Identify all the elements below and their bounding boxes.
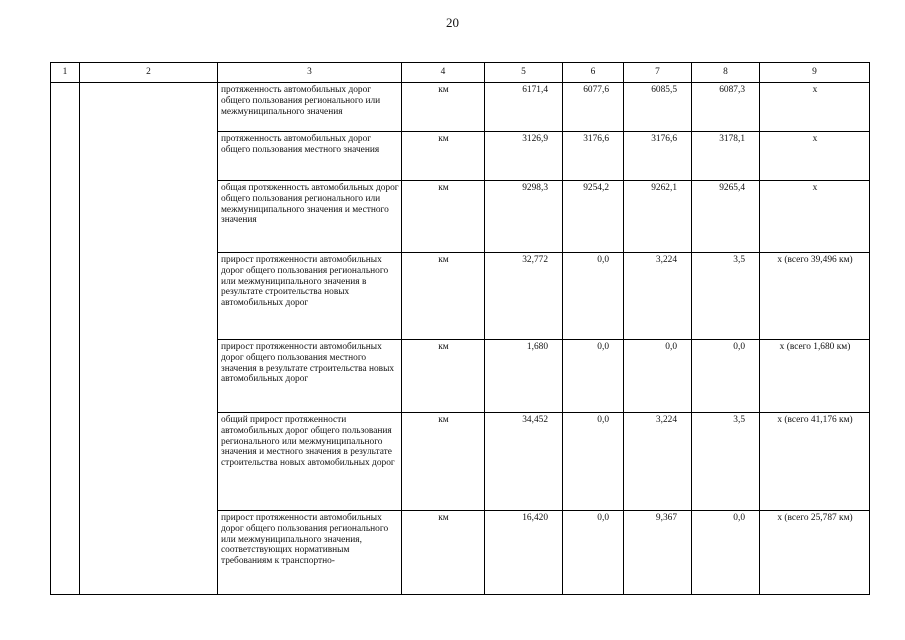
indicator-name-cell: прирост протяженности автомобильных дорог общего пользования регионального или межмуниципального значения, соответствующих нормативным требованиям к транспортно- <box>218 511 402 595</box>
value-cell-5: 3126,9 <box>485 132 563 181</box>
unit-cell: км <box>402 511 485 595</box>
column-header: 1 <box>51 63 80 83</box>
column-header: 7 <box>624 63 692 83</box>
value-cell-6: 3176,6 <box>563 132 624 181</box>
column-header: 8 <box>692 63 760 83</box>
value-cell-8: 0,0 <box>692 511 760 595</box>
value-cell-5: 1,680 <box>485 340 563 413</box>
value-cell-7: 3,224 <box>624 413 692 511</box>
value-cell-5: 9298,3 <box>485 181 563 253</box>
indicator-name-cell: общая протяженность автомобильных дорог общего пользования регионального или межмуниципального значения и местного значения <box>218 181 402 253</box>
value-cell-8: 0,0 <box>692 340 760 413</box>
header-row <box>51 63 870 83</box>
note-cell: х <box>760 132 870 181</box>
column-header: 4 <box>402 63 485 83</box>
unit-cell: км <box>402 413 485 511</box>
unit-cell: км <box>402 83 485 132</box>
indicator-name-cell: протяженность автомобильных дорог общего пользования местного значения <box>218 132 402 181</box>
value-cell-7: 9262,1 <box>624 181 692 253</box>
value-cell-7: 0,0 <box>624 340 692 413</box>
value-cell-8: 9265,4 <box>692 181 760 253</box>
value-cell-7: 3176,6 <box>624 132 692 181</box>
value-cell-6: 0,0 <box>563 511 624 595</box>
column-header: 9 <box>760 63 870 83</box>
value-cell-5: 16,420 <box>485 511 563 595</box>
value-cell-8: 3,5 <box>692 253 760 340</box>
section-cell <box>80 83 218 595</box>
note-cell: х (всего 39,496 км) <box>760 253 870 340</box>
unit-cell: км <box>402 181 485 253</box>
unit-cell: км <box>402 340 485 413</box>
value-cell-5: 32,772 <box>485 253 563 340</box>
value-cell-5: 34,452 <box>485 413 563 511</box>
value-cell-7: 9,367 <box>624 511 692 595</box>
value-cell-7: 6085,5 <box>624 83 692 132</box>
value-cell-8: 6087,3 <box>692 83 760 132</box>
indicator-name-cell: прирост протяженности автомобильных дорог общего пользования регионального или межмуниципального значения в результате строительства новых автомобильных дорог <box>218 253 402 340</box>
note-cell: х (всего 41,176 км) <box>760 413 870 511</box>
indicator-name-cell: протяженность автомобильных дорог общего пользования регионального или межмуниципального значения <box>218 83 402 132</box>
column-header: 2 <box>80 63 218 83</box>
note-cell: х <box>760 83 870 132</box>
value-cell-6: 0,0 <box>563 253 624 340</box>
indicators-table <box>50 62 870 595</box>
indicator-name-cell: общий прирост протяженности автомобильных дорог общего пользования регионального или межмуниципального значения и местного значения в результате строительства новых автомобильных дорог <box>218 413 402 511</box>
unit-cell: км <box>402 132 485 181</box>
page-number: 20 <box>446 15 459 30</box>
unit-cell: км <box>402 253 485 340</box>
column-header: 6 <box>563 63 624 83</box>
value-cell-5: 6171,4 <box>485 83 563 132</box>
value-cell-6: 9254,2 <box>563 181 624 253</box>
value-cell-8: 3178,1 <box>692 132 760 181</box>
table-row <box>51 83 870 132</box>
note-cell: х (всего 25,787 км) <box>760 511 870 595</box>
value-cell-7: 3,224 <box>624 253 692 340</box>
column-header: 3 <box>218 63 402 83</box>
value-cell-6: 6077,6 <box>563 83 624 132</box>
column-header: 5 <box>485 63 563 83</box>
value-cell-6: 0,0 <box>563 340 624 413</box>
indicator-name-cell: прирост протяженности автомобильных дорог общего пользования местного значения в результате строительства новых автомобильных дорог <box>218 340 402 413</box>
value-cell-6: 0,0 <box>563 413 624 511</box>
note-cell: х <box>760 181 870 253</box>
value-cell-8: 3,5 <box>692 413 760 511</box>
note-cell: х (всего 1,680 км) <box>760 340 870 413</box>
row-number-cell <box>51 83 80 595</box>
